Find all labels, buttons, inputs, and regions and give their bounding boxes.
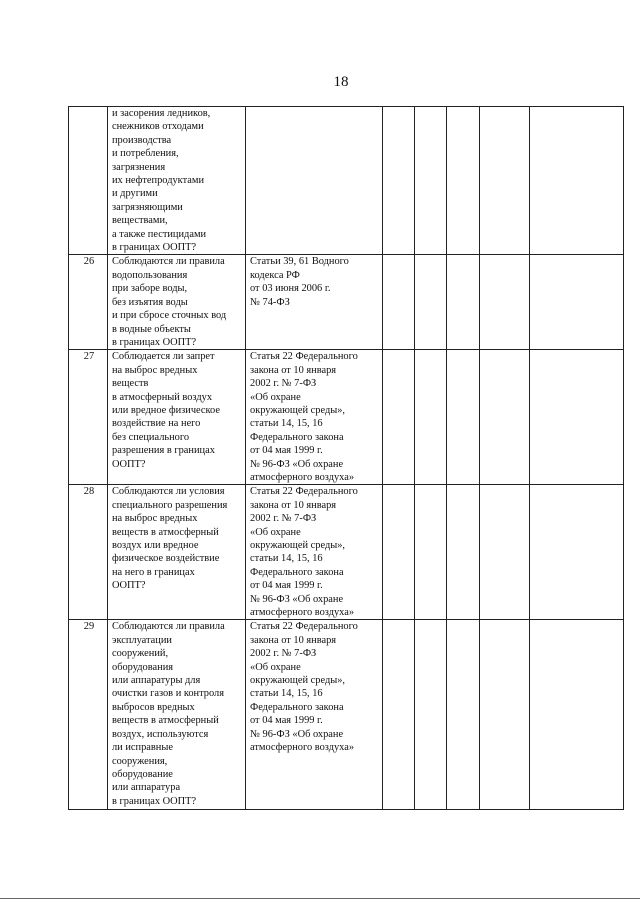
row-number-cell <box>69 107 108 255</box>
question-line: сооружения, <box>112 755 168 767</box>
question-line: без изъятия воды <box>112 296 188 308</box>
question-line: разрешения в границах <box>112 445 215 457</box>
answer-no-cell <box>415 350 447 485</box>
answer-na-cell <box>447 107 480 255</box>
table-row <box>69 107 624 255</box>
row-number-cell <box>69 255 108 350</box>
question-line: ООПТ? <box>112 458 146 470</box>
question-line: очистки газов и контроля <box>112 688 225 700</box>
question-line: на выброс вредных <box>112 364 198 376</box>
legal-basis-line: Федерального закона <box>250 566 344 578</box>
question-line: при заборе воды, <box>112 283 188 295</box>
answer-no-cell <box>415 107 447 255</box>
question-line: в границах ООПТ? <box>112 336 197 348</box>
row-number: 26 <box>83 256 95 268</box>
question-line: выбросов вредных <box>112 701 195 713</box>
legal-basis-line: Статьи 39, 61 Водного <box>250 256 349 268</box>
question-line: Соблюдаются ли правила <box>112 256 225 268</box>
question-line: веществ в атмосферный <box>112 526 219 538</box>
legal-basis-line: 2002 г. № 7-ФЗ <box>250 378 317 390</box>
legal-basis-line: № 96-ФЗ «Об охране <box>250 458 344 470</box>
legal-basis-line: Статья 22 Федерального <box>250 621 358 633</box>
table-row <box>69 485 624 620</box>
question-line: или вредное физическое <box>112 404 220 416</box>
answer-yes-cell <box>383 350 415 485</box>
question-line: в границах ООПТ? <box>112 242 197 254</box>
legal-basis-line: статьи 14, 15, 16 <box>250 688 323 700</box>
comment-cell <box>530 485 624 620</box>
question-cell <box>108 485 246 620</box>
question-cell <box>108 107 246 255</box>
answer-na-cell <box>447 485 480 620</box>
legal-basis-line: «Об охране <box>250 526 301 538</box>
question-line: оборудования <box>112 661 174 673</box>
row-number-cell <box>69 350 108 485</box>
question-line: загрязняющими <box>112 201 183 213</box>
legal-basis-line: закона от 10 января <box>250 634 337 646</box>
legal-basis-line: № 74-ФЗ <box>250 296 290 308</box>
row-number-cell <box>69 620 108 810</box>
note-cell <box>480 107 530 255</box>
question-line: и потребления, <box>112 148 179 160</box>
legal-basis-line: от 03 июня 2006 г. <box>250 283 331 295</box>
legal-basis-line: Статья 22 Федерального <box>250 486 358 498</box>
legal-basis-line: окружающей среды», <box>250 675 346 687</box>
legal-basis-cell <box>246 620 383 810</box>
note-cell <box>480 485 530 620</box>
page-number: 18 <box>333 74 349 90</box>
legal-basis-cell <box>246 107 383 255</box>
question-cell <box>108 255 246 350</box>
question-line: а также пестицидами <box>112 228 207 240</box>
question-line: на выброс вредных <box>112 513 198 525</box>
table-row <box>69 255 624 350</box>
answer-no-cell <box>415 620 447 810</box>
answer-na-cell <box>447 255 480 350</box>
row-number: 28 <box>83 486 95 498</box>
legal-basis-line: от 04 мая 1999 г. <box>250 580 323 592</box>
legal-basis-line: от 04 мая 1999 г. <box>250 445 323 457</box>
note-cell <box>480 350 530 485</box>
question-line: Соблюдается ли запрет <box>112 351 215 363</box>
row-number: 27 <box>83 351 95 363</box>
question-line: Соблюдаются ли условия <box>112 486 225 498</box>
question-line: в атмосферный воздух <box>112 391 213 403</box>
question-line: или аппаратура <box>112 782 181 794</box>
question-line: воздействие на него <box>112 418 201 430</box>
row-number-cell <box>69 485 108 620</box>
legal-basis-line: Федерального закона <box>250 431 344 443</box>
question-line: физическое воздействие <box>112 553 220 565</box>
question-line: в водные объекты <box>112 323 191 335</box>
legal-basis-line: атмосферного воздуха» <box>250 742 355 754</box>
legal-basis-line: статьи 14, 15, 16 <box>250 418 323 430</box>
note-cell <box>480 620 530 810</box>
question-line: воздух, используются <box>112 728 209 740</box>
row-number: 29 <box>83 621 95 633</box>
table-row <box>69 350 624 485</box>
question-line: сооружений, <box>112 648 169 660</box>
question-line: ООПТ? <box>112 580 146 592</box>
note-cell <box>480 255 530 350</box>
table-row <box>69 620 624 810</box>
question-line: эксплуатации <box>112 634 172 646</box>
page-bottom-edge <box>0 898 640 899</box>
legal-basis-line: 2002 г. № 7-ФЗ <box>250 513 317 525</box>
legal-basis-cell <box>246 350 383 485</box>
question-line: производства <box>112 134 172 146</box>
legal-basis-line: атмосферного воздуха» <box>250 471 355 483</box>
legal-basis-line: окружающей среды», <box>250 404 346 416</box>
legal-basis-line: кодекса РФ <box>250 269 300 281</box>
legal-basis-line: «Об охране <box>250 661 301 673</box>
question-line: и при сбросе сточных вод <box>112 310 227 322</box>
question-line: воздух или вредное <box>112 540 199 551</box>
legal-basis-line: от 04 мая 1999 г. <box>250 715 323 727</box>
answer-yes-cell <box>383 620 415 810</box>
answer-na-cell <box>447 350 480 485</box>
question-line: водопользования <box>112 269 188 281</box>
legal-basis-line: статьи 14, 15, 16 <box>250 553 323 565</box>
comment-cell <box>530 255 624 350</box>
legal-basis-line: № 96-ФЗ «Об охране <box>250 593 344 605</box>
legal-basis-line: «Об охране <box>250 391 301 403</box>
answer-no-cell <box>415 255 447 350</box>
question-line: веществ в атмосферный <box>112 715 219 727</box>
answer-na-cell <box>447 620 480 810</box>
checklist-table <box>68 106 624 810</box>
legal-basis-line: 2002 г. № 7-ФЗ <box>250 648 317 660</box>
legal-basis-line: окружающей среды», <box>250 540 346 551</box>
question-cell <box>108 620 246 810</box>
legal-basis-line: Федерального закона <box>250 701 344 713</box>
comment-cell <box>530 107 624 255</box>
answer-yes-cell <box>383 107 415 255</box>
legal-basis-line: закона от 10 января <box>250 364 337 376</box>
answer-yes-cell <box>383 485 415 620</box>
answer-no-cell <box>415 485 447 620</box>
legal-basis-line: № 96-ФЗ «Об охране <box>250 728 344 740</box>
question-line: Соблюдаются ли правила <box>112 621 225 633</box>
question-line: веществ <box>112 378 149 390</box>
comment-cell <box>530 350 624 485</box>
legal-basis-line: закона от 10 января <box>250 499 337 511</box>
legal-basis-cell <box>246 485 383 620</box>
question-line: специального разрешения <box>112 499 228 511</box>
question-line: веществами, <box>112 215 168 227</box>
question-line: в границах ООПТ? <box>112 795 197 807</box>
question-line: ли исправные <box>112 742 173 754</box>
question-line: оборудование <box>112 768 173 780</box>
legal-basis-cell <box>246 255 383 350</box>
question-cell <box>108 350 246 485</box>
comment-cell <box>530 620 624 810</box>
question-line: или аппаратуры для <box>112 675 201 687</box>
question-line: снежников отходами <box>112 121 204 133</box>
question-line: без специального <box>112 431 190 443</box>
legal-basis-line: атмосферного воздуха» <box>250 607 355 619</box>
question-line: и другими <box>112 188 158 200</box>
question-line: и засорения ледников, <box>112 108 211 119</box>
legal-basis-line: Статья 22 Федерального <box>250 351 358 363</box>
question-line: загрязнения <box>112 161 166 173</box>
question-line: на него в границах <box>112 566 195 578</box>
question-line: их нефтепродуктами <box>112 175 204 187</box>
answer-yes-cell <box>383 255 415 350</box>
